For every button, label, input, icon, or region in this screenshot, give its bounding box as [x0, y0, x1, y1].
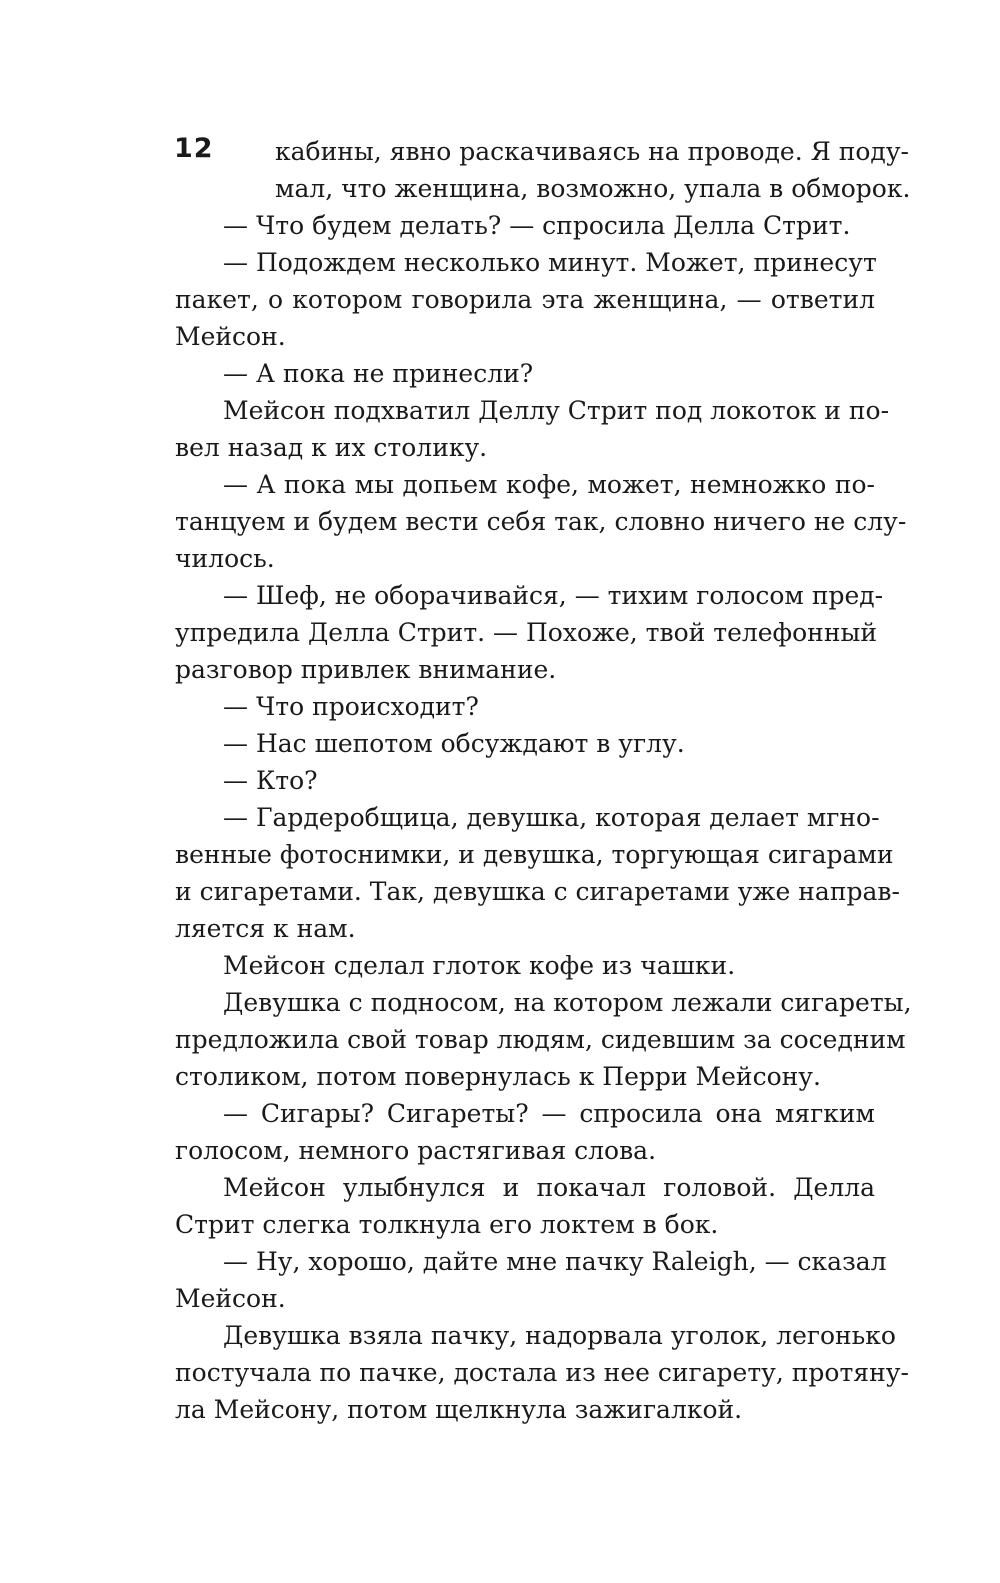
text-line: упредила Делла Стрит. — Похоже, твой телефонный — [175, 618, 878, 647]
text-line: и сигаретами. Так, девушка с сигаретами уже направ- — [175, 877, 900, 906]
body-text — [175, 133, 912, 1428]
text-line: голосом, немного растягивая слова. — [175, 1136, 657, 1165]
text-line: Мейсон. — [175, 1284, 286, 1313]
text-line: танцуем и будем вести себя так, словно ничего не слу- — [175, 507, 907, 536]
page-number: 12 — [174, 133, 214, 164]
text-line: венные фотоснимки, и девушка, торгующая сигарами — [175, 840, 894, 869]
text-line: чилось. — [175, 544, 275, 573]
text-line: — Шеф, не оборачивайся, — тихим голосом пред- — [223, 581, 884, 610]
text-line: — Кто? — [223, 766, 318, 795]
text-line: мал, что женщина, возможно, упала в обморок. — [275, 174, 911, 203]
text-line: предложила свой товар людям, сидевшим за соседним — [175, 1025, 906, 1054]
text-line: ляется к нам. — [175, 914, 356, 943]
text-line: — Что будем делать? — спросила Делла Стрит. — [223, 211, 851, 240]
text-line: ла Мейсону, потом щелкнула зажигалкой. — [175, 1395, 743, 1424]
text-line: Стрит слегка толкнула его локтем в бок. — [175, 1210, 719, 1239]
text-line: — Нас шепотом обсуждают в углу. — [223, 729, 685, 758]
text-line: пакет, о котором говорила эта женщина, — ответил — [175, 285, 875, 314]
text-line: Мейсон сделал глоток кофе из чашки. — [223, 951, 736, 980]
text-line: — Что происходит? — [223, 692, 479, 721]
text-line: — Гардеробщица, девушка, которая делает мгно- — [223, 803, 880, 832]
text-line: — Ну, хорошо, дайте мне пачку Raleigh, — сказал — [223, 1247, 887, 1276]
text-line: — Подождем несколько минут. Может, принесут — [223, 248, 877, 277]
text-line: постучала по пачке, достала из нее сигарету, протяну- — [175, 1358, 909, 1387]
text-line: Мейсон улыбнулся и покачал головой. Делла — [223, 1173, 875, 1202]
text-line: Девушка с подносом, на котором лежали сигареты, — [223, 988, 912, 1017]
text-line: — А пока не принесли? — [223, 359, 534, 388]
text-line: столиком, потом повернулась к Перри Мейсону. — [175, 1062, 821, 1091]
text-line: Мейсон подхватил Деллу Стрит под локоток и по- — [223, 396, 890, 425]
text-line: кабины, явно раскачиваясь на проводе. Я поду- — [275, 137, 909, 166]
text-line: — А пока мы допьем кофе, может, немножко по- — [223, 470, 875, 499]
text-line: Девушка взяла пачку, надорвала уголок, легонько — [223, 1321, 896, 1350]
text-line: вел назад к их столику. — [175, 433, 488, 462]
text-line: — Сигары? Сигареты? — спросила она мягким — [223, 1099, 875, 1128]
text-line: Мейсон. — [175, 322, 286, 351]
text-line: разговор привлек внимание. — [175, 655, 557, 684]
